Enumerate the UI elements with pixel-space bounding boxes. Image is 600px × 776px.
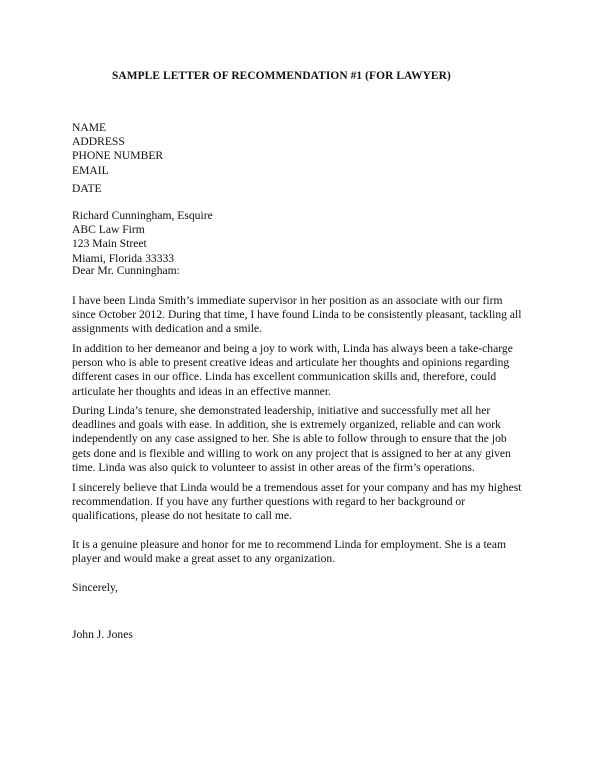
sender-address: ADDRESS xyxy=(72,135,125,149)
paragraph-line: time. Linda was also quick to volunteer to assist in other areas of the firm’s operations. xyxy=(72,460,475,474)
recipient-city: Miami, Florida 33333 xyxy=(72,251,175,265)
paragraph-line: It is a genuine pleasure and honor for me to recommend Linda for employment. She is a team xyxy=(72,538,506,551)
recipient-block xyxy=(72,209,542,266)
paragraph-line: since October 2012. During that time, I have found Linda to be consistently pleasant, tackling all xyxy=(72,308,522,322)
paragraph-line: recommendation. If you have any further questions with regard to her background or xyxy=(72,495,466,509)
sender-name: NAME xyxy=(72,121,107,134)
paragraph-2 xyxy=(72,342,534,399)
paragraph-line: different cases in our office. Linda has excellent communication skills and, therefore, could xyxy=(72,370,497,384)
sender-email: EMAIL xyxy=(72,163,109,177)
signature-name: John J. Jones xyxy=(72,628,133,641)
paragraph-line: player and would make a great asset to any organization. xyxy=(72,552,336,566)
date-line xyxy=(72,182,542,196)
sender-phone: PHONE NUMBER xyxy=(72,149,164,163)
paragraph-line: person who is able to present creative ideas and articulate her thoughts and opinions regarding xyxy=(72,356,510,370)
letter-title: SAMPLE LETTER OF RECOMMENDATION #1 (FOR LAWYER) xyxy=(112,70,451,82)
paragraph-line: I sincerely believe that Linda would be a tremendous asset for your company and has my highest xyxy=(72,481,522,494)
letter-date: DATE xyxy=(72,182,102,195)
salutation: Dear Mr. Cunningham: xyxy=(72,264,180,277)
paragraph-4 xyxy=(72,481,534,524)
paragraph-line: In addition to her demeanor and being a joy to work with, Linda has always been a take-charge xyxy=(72,342,513,355)
paragraph-line: articulate her thoughts and ideas in an effective manner. xyxy=(72,384,331,398)
paragraph-line: qualifications, please do not hesitate to call me. xyxy=(72,509,292,523)
paragraph-line: I have been Linda Smith’s immediate supervisor in her position as an associate with our firm xyxy=(72,294,503,307)
recipient-firm: ABC Law Firm xyxy=(72,223,145,237)
paragraph-3 xyxy=(72,404,534,475)
paragraph-line: independently on any case assigned to her. She is able to follow through to ensure that the job xyxy=(72,432,507,446)
paragraph-line: assignments with dedication and a smile. xyxy=(72,322,262,336)
paragraph-1 xyxy=(72,294,534,337)
sender-block xyxy=(72,121,542,178)
paragraph-line: During Linda’s tenure, she demonstrated leadership, initiative and successfully met all her xyxy=(72,404,491,417)
paragraph-5 xyxy=(72,538,534,566)
closing: Sincerely, xyxy=(72,581,118,594)
paragraph-line: gets done and is flexible and willing to work on any project that is assigned to her at any given xyxy=(72,446,511,460)
recipient-street: 123 Main Street xyxy=(72,237,147,251)
recipient-name: Richard Cunningham, Esquire xyxy=(72,209,213,222)
paragraph-line: deadlines and goals with ease. In addition, she is extremely organized, reliable and can work xyxy=(72,418,501,432)
